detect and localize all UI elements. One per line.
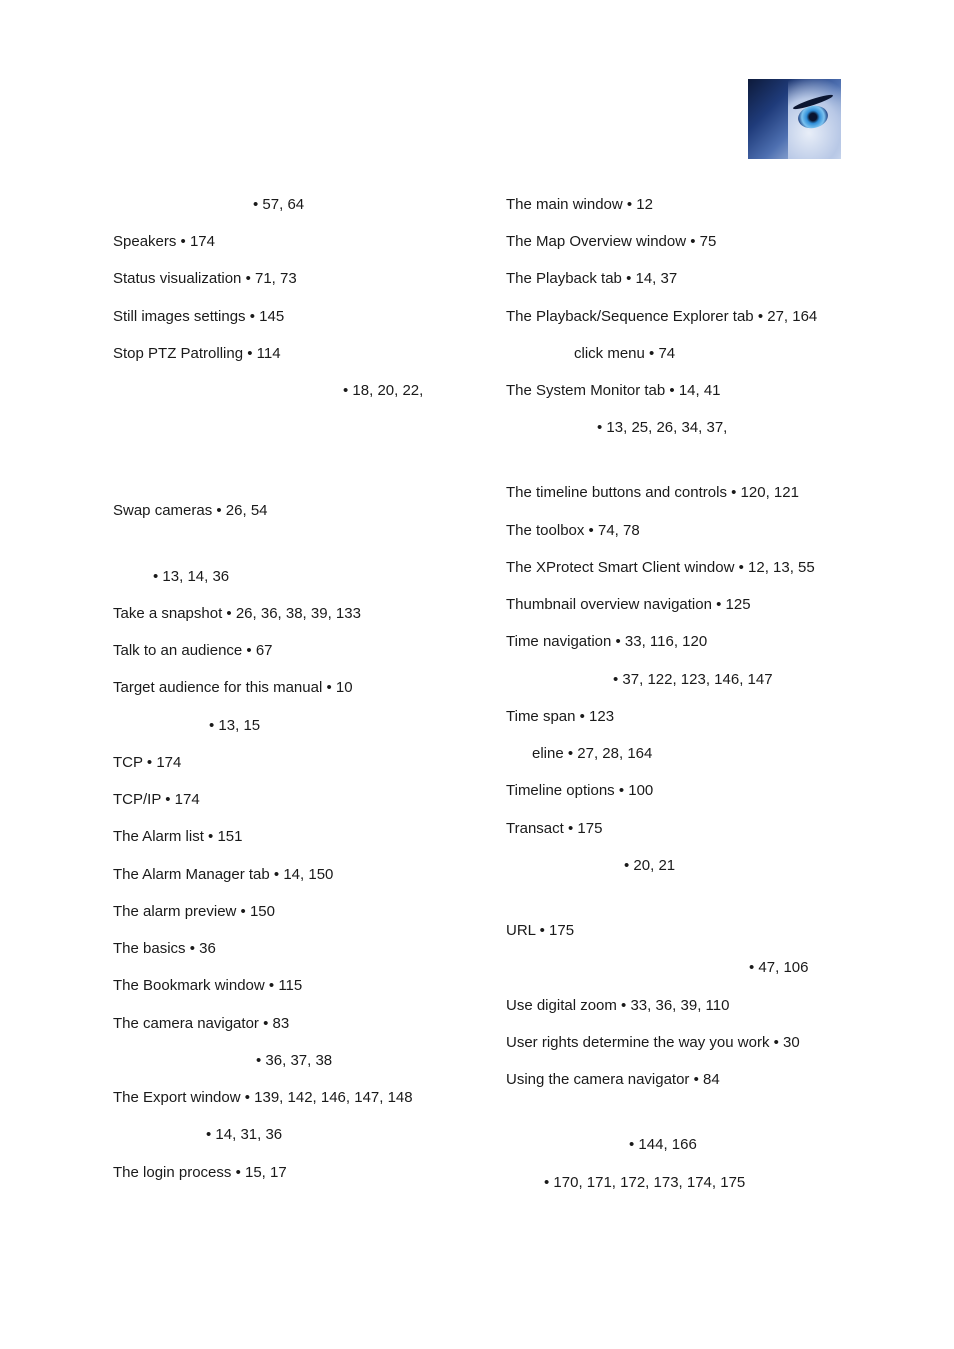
index-entry: Timeline options • 100: [506, 782, 654, 799]
index-entry: eline • 27, 28, 164: [532, 745, 653, 762]
index-entry: Thumbnail overview navigation • 125: [506, 596, 751, 613]
index-entry: The main window • 12: [506, 196, 653, 213]
index-entry: Stop PTZ Patrolling • 114: [113, 345, 281, 362]
index-entry: • 47, 106: [749, 959, 809, 976]
index-entry: The Playback/Sequence Explorer tab • 27, 164: [506, 308, 818, 325]
index-entry: • 20, 21: [624, 857, 676, 874]
index-entry: The toolbox • 74, 78: [506, 522, 640, 539]
index-entry: TCP • 174: [113, 754, 182, 771]
index-entry: Use digital zoom • 33, 36, 39, 110: [506, 997, 730, 1014]
index-entry: TCP/IP • 174: [113, 791, 200, 808]
index-entry: The Bookmark window • 115: [113, 977, 303, 994]
index-entry: • 13, 14, 36: [153, 568, 230, 585]
index-entry: Target audience for this manual • 10: [113, 679, 353, 696]
index-entry: The System Monitor tab • 14, 41: [506, 382, 721, 399]
index-entry: • 13, 15: [209, 717, 261, 734]
index-entry: • 13, 25, 26, 34, 37,: [597, 419, 728, 436]
index-entry: User rights determine the way you work • 30: [506, 1034, 800, 1051]
index-entry: Status visualization • 71, 73: [113, 270, 297, 287]
index-entry: • 18, 20, 22,: [343, 382, 424, 399]
wolf-eye-logo: [748, 79, 841, 159]
index-entry: • 144, 166: [629, 1136, 697, 1153]
index-entry: The XProtect Smart Client window • 12, 13, 55: [506, 559, 815, 576]
index-entry: The Playback tab • 14, 37: [506, 270, 678, 287]
index-entry: Speakers • 174: [113, 233, 215, 250]
index-entry: The basics • 36: [113, 940, 216, 957]
index-entry: • 37, 122, 123, 146, 147: [613, 671, 773, 688]
index-entry: Time navigation • 33, 116, 120: [506, 633, 708, 650]
index-entry: • 36, 37, 38: [256, 1052, 333, 1069]
index-entry: Still images settings • 145: [113, 308, 285, 325]
index-entry: Talk to an audience • 67: [113, 642, 273, 659]
index-entry: • 14, 31, 36: [206, 1126, 283, 1143]
index-entry: The camera navigator • 83: [113, 1015, 290, 1032]
index-entry: Time span • 123: [506, 708, 615, 725]
index-entry: Swap cameras • 26, 54: [113, 502, 268, 519]
index-entry: Transact • 175: [506, 820, 603, 837]
index-entry: • 57, 64: [253, 196, 305, 213]
index-entry: The alarm preview • 150: [113, 903, 275, 920]
index-entry: The Alarm Manager tab • 14, 150: [113, 866, 334, 883]
index-entry: The login process • 15, 17: [113, 1164, 287, 1181]
index-entry: click menu • 74: [574, 345, 676, 362]
index-entry: The Export window • 139, 142, 146, 147, 148: [113, 1089, 413, 1106]
index-entry: The Alarm list • 151: [113, 828, 243, 845]
index-entry: Take a snapshot • 26, 36, 38, 39, 133: [113, 605, 361, 622]
index-entry: The Map Overview window • 75: [506, 233, 717, 250]
index-entry: URL • 175: [506, 922, 575, 939]
index-entry: • 170, 171, 172, 173, 174, 175: [544, 1174, 746, 1191]
index-entry: The timeline buttons and controls • 120, 121: [506, 484, 799, 501]
index-entry: Using the camera navigator • 84: [506, 1071, 720, 1088]
